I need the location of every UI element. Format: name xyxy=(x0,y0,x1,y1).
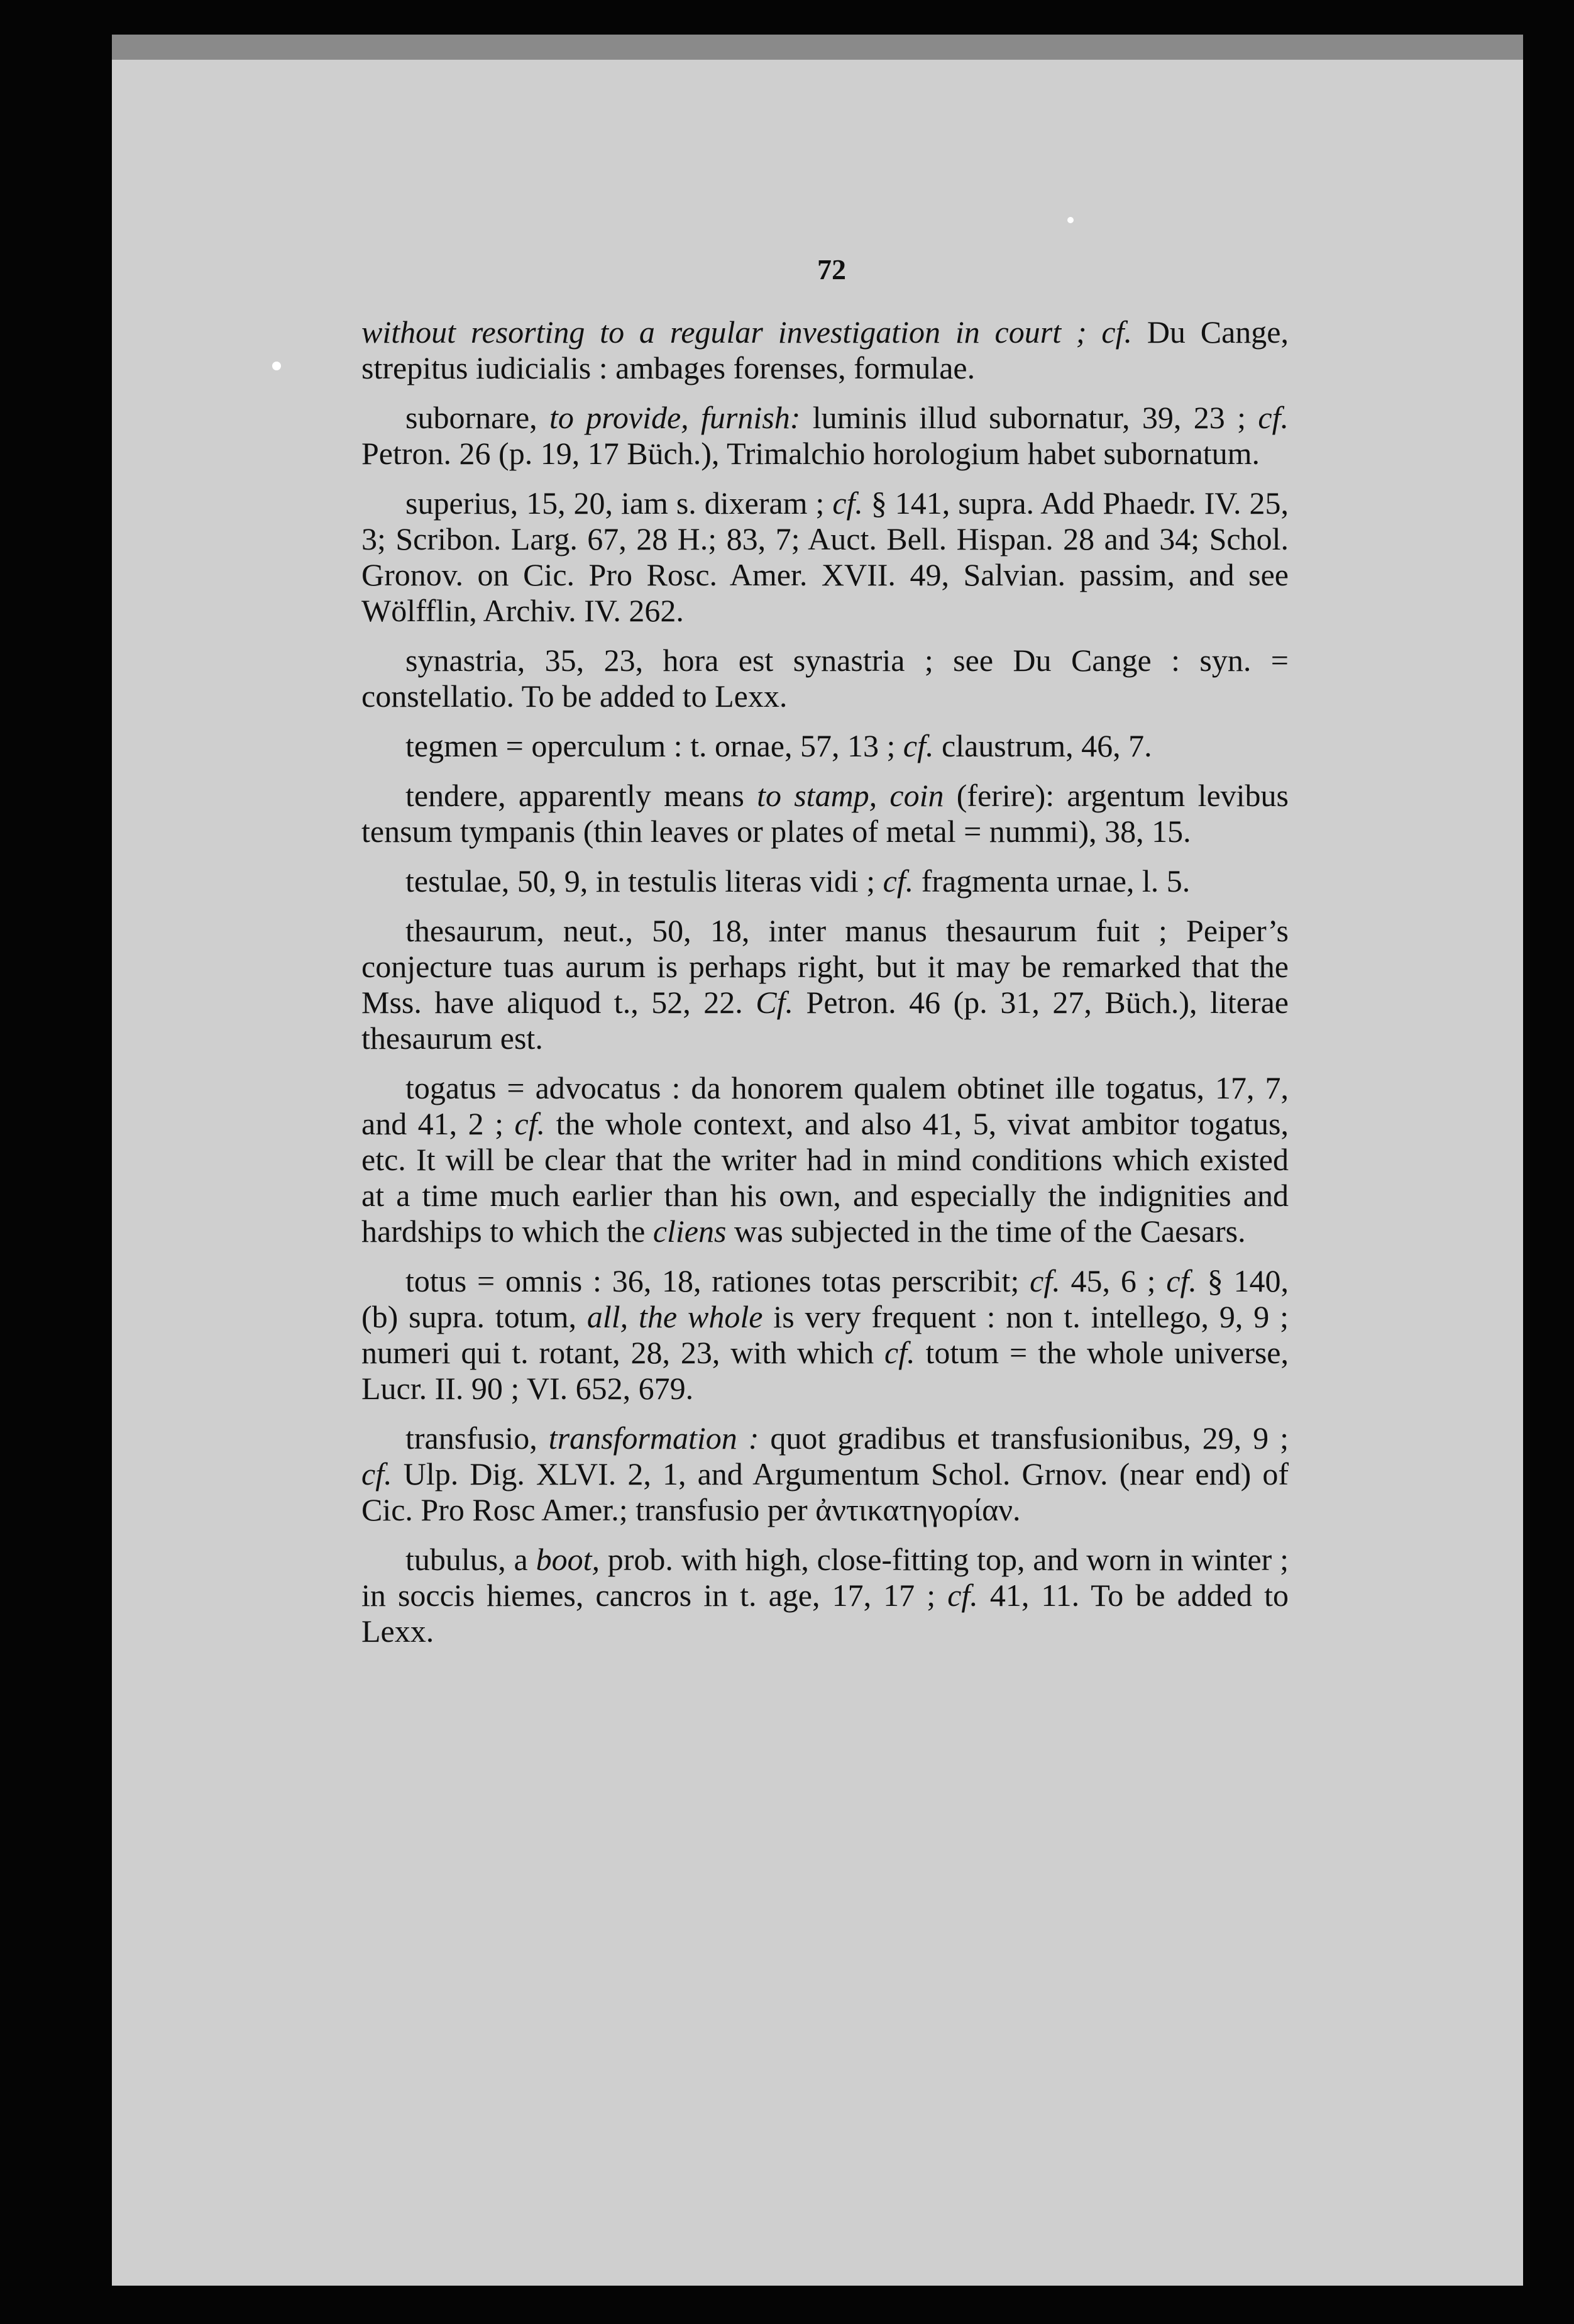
entry-text-segment: luminis illud subornatur, 39, 23 ; xyxy=(800,400,1258,435)
page-number: 72 xyxy=(817,253,846,285)
glossary-entry-superius xyxy=(361,485,1289,629)
entry-text-segment: synastria, 35, 23, hora est synastria ; see Du Cange : syn. = constellatio. To be added to Lexx. xyxy=(361,643,1289,714)
entry-text-segment: the whole context, and also 41, 5, vivat ambitor togatus, etc. It will be clear that the writer had in mind conditions which existed at a time much earlier than his own, and especially the indignities and hardships to which the xyxy=(361,1106,1289,1249)
entry-text-segment: to stamp, coin xyxy=(757,778,944,813)
entry-text-segment: boot, xyxy=(536,1542,600,1577)
entry-text-segment: cf. xyxy=(903,728,934,763)
entry-text-segment: § 141, supra. Add Phaedr. IV. 25, 3; Scribon. Larg. 67, 28 H.; 83, 7; Auct. Bell. Hispan. 28 and 34; Schol. Gronov. on Cic. Pro Rosc. Amer. XVII. 49, Salvian. passim, and see Wölfflin, Archiv. IV. 262. xyxy=(361,485,1289,628)
glossary-entry-togatus xyxy=(361,1070,1289,1249)
glossary-entry-tubulus xyxy=(361,1542,1289,1649)
entry-text-segment: totum = the whole universe, Lucr. II. 90 ; VI. 652, 679. xyxy=(361,1335,1289,1406)
glossary-entry-cont xyxy=(361,314,1289,386)
entry-text-segment: cf. xyxy=(1258,400,1289,435)
entry-text-segment: quot gradibus et transfusionibus, 29, 9 ; xyxy=(759,1420,1289,1456)
entry-text-segment: cf. xyxy=(832,485,863,521)
entry-text-segment: all, the whole xyxy=(586,1299,763,1334)
glossary-entry-tegmen xyxy=(361,728,1289,764)
glossary-entry-totus xyxy=(361,1263,1289,1407)
entry-text-segment: tegmen = operculum : t. ornae, 57, 13 ; xyxy=(405,728,903,763)
glossary-entry-subornare xyxy=(361,400,1289,472)
scan-speck xyxy=(1067,217,1074,223)
entry-text-segment: claustrum, 46, 7. xyxy=(933,728,1152,763)
entry-text-segment: Petron. 26 (p. 19, 17 Büch.), Trimalchio horologium habet subornatum. xyxy=(361,436,1260,471)
glossary-entry-transfusio xyxy=(361,1420,1289,1528)
entry-text-segment: fragmenta urnae, l. 5. xyxy=(913,863,1191,899)
entry-text-segment: subornare, xyxy=(405,400,550,435)
entry-text-segment: thesaurum, neut., 50, 18, inter manus thesaurum fuit ; Peiper’s conjecture tuas aurum is perhaps right, but it may be remarked that the Mss. have aliquod t., 52, 22. xyxy=(361,913,1289,1020)
entry-text-segment: tendere, apparently means xyxy=(405,778,757,813)
entry-text-segment: was subjected in the time of the Caesars. xyxy=(726,1214,1246,1249)
entry-text-segment: Du Cange, strepitus iudicialis : ambages forenses, formulae. xyxy=(361,314,1289,385)
entry-text-segment: cliens xyxy=(652,1214,727,1249)
entry-text-segment: § 140, (b) supra. totum, xyxy=(361,1263,1289,1334)
entry-text-segment: totus = omnis : 36, 18, rationes totas perscribit; xyxy=(405,1263,1030,1298)
entry-text-segment: superius, 15, 20, iam s. dixeram ; xyxy=(405,485,833,521)
glossary-entry-testulae xyxy=(361,863,1289,899)
entry-text-segment: tubulus, a xyxy=(405,1542,536,1577)
entry-text-segment: cf. xyxy=(883,863,914,899)
entry-text-segment: Ulp. Dig. XLVI. 2, 1, and Argumentum Schol. Grnov. (near end) of Cic. Pro Rosc Amer.; transfusio per ἀντικατηγορίαν. xyxy=(361,1456,1289,1527)
entry-text-segment: is very frequent : non t. intellego, 9, 9 ; numeri qui t. rotant, 28, 23, with which xyxy=(361,1299,1289,1370)
entry-text-segment: cf. xyxy=(361,1456,392,1491)
entry-text-segment: 45, 6 ; xyxy=(1060,1263,1167,1298)
entry-text-segment: Cf. xyxy=(756,985,794,1020)
entry-text-segment: cf. xyxy=(884,1335,915,1370)
entry-text-segment: testulae, 50, 9, in testulis literas vidi ; xyxy=(405,863,883,899)
entry-text-segment: cf. xyxy=(1166,1263,1197,1298)
glossary-entry-synastria xyxy=(361,643,1289,714)
entry-text-segment: transformation : xyxy=(548,1420,759,1456)
entry-text-segment: Petron. 46 (p. 31, 27, Büch.), literae thesaurum est. xyxy=(361,985,1289,1056)
entry-text-segment: togatus = advocatus : da honorem qualem obtinet ille togatus, 17, 7, and 41, 2 ; xyxy=(361,1070,1289,1141)
glossary-entry-thesaurum xyxy=(361,913,1289,1056)
entry-text-segment: to provide, furnish: xyxy=(549,400,801,435)
scan-speck xyxy=(272,362,281,370)
entry-text-segment: without resorting to a regular investigation in court ; xyxy=(361,314,1102,350)
entry-text-segment: (ferire): argentum levibus tensum tympanis (thin leaves or plates of metal = nummi), 38, 15. xyxy=(361,778,1289,849)
glossary-entry-tendere xyxy=(361,778,1289,849)
entry-text-segment: 41, 11. To be added to Lexx. xyxy=(361,1578,1289,1649)
entry-text-segment: cf. xyxy=(514,1106,546,1141)
entry-text-segment: cf. xyxy=(947,1578,978,1613)
entry-text-segment: cf. xyxy=(1030,1263,1060,1298)
entry-text-segment: prob. with high, close-fitting top, and worn in winter ; in soccis hiemes, cancros in t. age, 17, 17 ; xyxy=(361,1542,1289,1613)
entry-text-segment: cf. xyxy=(1101,314,1132,350)
glossary-text-block xyxy=(361,314,1289,1663)
entry-text-segment: transfusio, xyxy=(405,1420,549,1456)
